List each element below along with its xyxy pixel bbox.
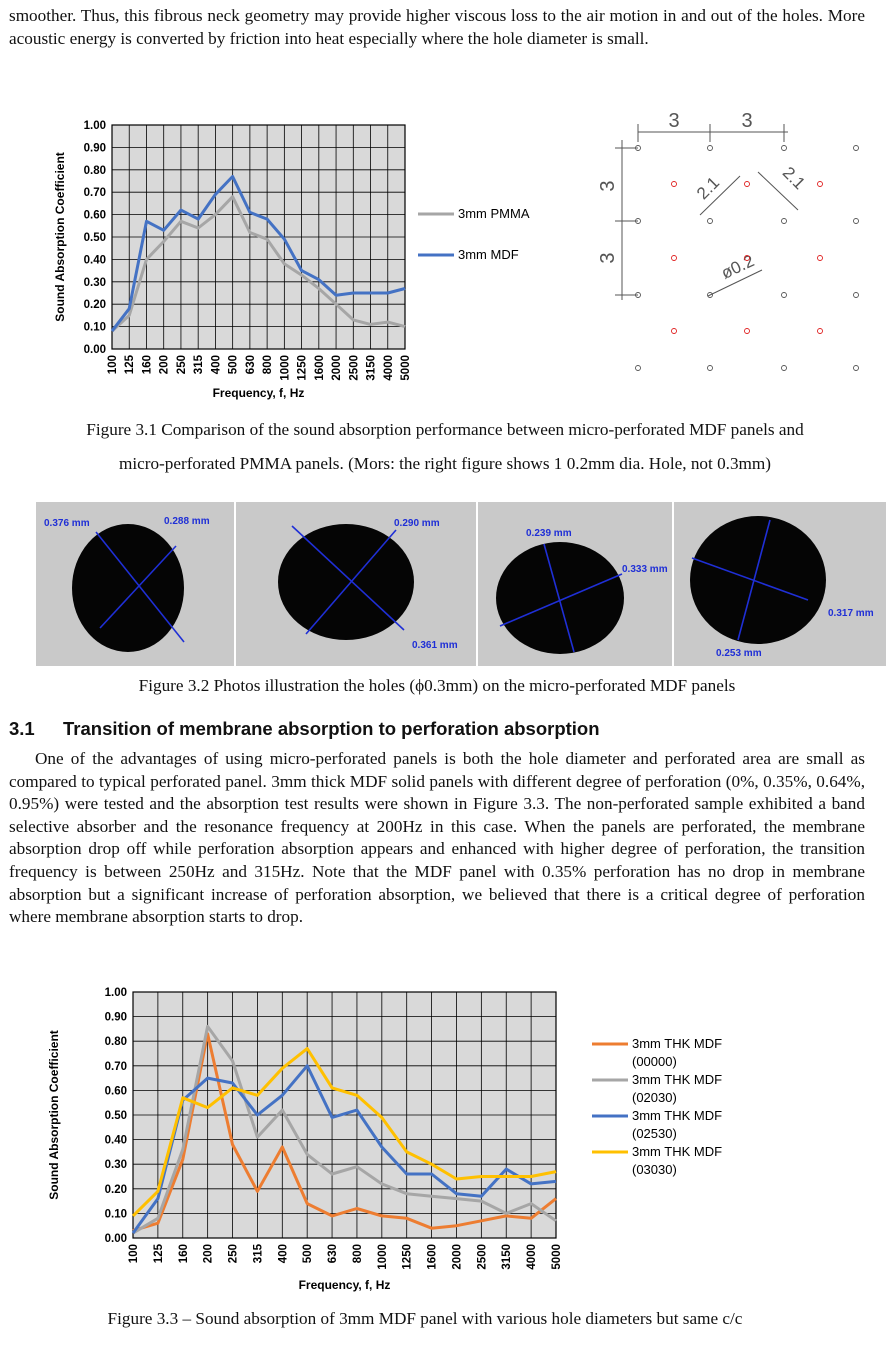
y-tick-label: 0.50 [83, 232, 106, 244]
hole-pattern-diagram [597, 100, 880, 390]
x-tick-label: 2500 [348, 355, 361, 381]
section-title: Transition of membrane absorption to perforation absorption [63, 718, 600, 739]
hole-1-dimension-a: 0.376 mm [44, 518, 90, 529]
hole-marker [708, 366, 713, 371]
y-tick-label: 0.20 [83, 299, 106, 312]
dim-label-diag-1: 2.1 [693, 173, 724, 204]
figure-3-1-caption-line-1: Figure 3.1 Comparison of the sound absorption performance between micro-perforated MDF panels and [86, 420, 804, 439]
y-tick-label: 0.50 [104, 1110, 127, 1122]
x-tick-label: 1250 [296, 355, 309, 381]
hole-3-dimension-b: 0.333 mm [622, 564, 668, 575]
x-tick-label: 400 [210, 355, 223, 375]
x-tick-label: 1000 [279, 355, 292, 381]
hole-marker-offset [745, 182, 750, 187]
chart-perforation-degrees [44, 982, 764, 1296]
y-axis-title: Sound Absorption Coefficient [47, 1030, 61, 1200]
y-tick-label: 0.60 [83, 209, 106, 222]
hole-photo-1 [36, 502, 234, 666]
y-tick-label: 0.90 [104, 1011, 127, 1024]
x-axis-title: Frequency, f, Hz [212, 386, 305, 400]
hole-marker [854, 366, 859, 371]
hole-marker-offset [818, 329, 823, 334]
x-tick-label: 160 [177, 1244, 190, 1264]
hole-marker-offset [745, 329, 750, 334]
y-tick-label: 0.00 [104, 1233, 127, 1245]
hole-marker [854, 293, 859, 298]
x-tick-label: 3150 [365, 355, 378, 381]
x-tick-label: 125 [152, 1244, 165, 1264]
x-tick-label: 315 [193, 355, 206, 375]
section-paragraph: One of the advantages of using micro-perforated panels is both the hole diameter and perforated area are small as compared to typical perforated panel. 3mm thick MDF solid panels with different degree of perforation (0%, 0.35%, 0.64%, 0.95%) were tested and the absorption test results were shown in Figure 3.3. The non-perforated sample exhibited a band selective absorber and the resonance frequency at 200Hz in this case. When the panels are perforated, the membrane absorption drop off while perforation absorption appears and enhanced with higher degree of perforation, the transition frequency is between 250Hz and 315Hz. Note that the MDF panel with 0.35% perforation has no drop in membrane absorption but a significant increase of perforation absorption, we believed that there is a critical degree of perforation where membrane absorption starts to drop. [9, 749, 865, 927]
x-tick-label: 250 [175, 355, 188, 375]
dim-label-top-2: 3 [741, 110, 753, 132]
legend-label: 3mm THK MDF [632, 1144, 723, 1159]
x-tick-label: 2500 [476, 1244, 489, 1270]
y-tick-label: 0.80 [104, 1036, 127, 1049]
hole-2-dimension-a: 0.290 mm [394, 518, 440, 529]
y-tick-label: 0.30 [83, 276, 106, 289]
hole-photo-2 [236, 502, 476, 666]
x-tick-label: 800 [262, 355, 275, 375]
x-tick-label: 1600 [313, 355, 326, 381]
hole-photo-3 [478, 502, 672, 666]
y-tick-label: 0.00 [83, 344, 106, 356]
y-tick-label: 0.70 [104, 1060, 127, 1073]
y-tick-label: 0.70 [83, 187, 106, 200]
x-tick-label: 1600 [426, 1244, 439, 1270]
hole-marker [854, 146, 859, 151]
y-tick-label: 0.80 [83, 164, 106, 177]
dim-label-diag-2: 2.1 [778, 163, 809, 194]
x-tick-label: 1000 [376, 1244, 389, 1270]
x-tick-label: 500 [302, 1244, 315, 1264]
legend-label: 3mm MDF [458, 247, 519, 262]
legend-label: (02530) [632, 1126, 677, 1141]
hole-marker [782, 146, 787, 151]
x-axis-title: Frequency, f, Hz [298, 1278, 391, 1292]
hole-1-dimension-b: 0.288 mm [164, 516, 210, 527]
hole-marker [782, 293, 787, 298]
x-tick-label: 315 [252, 1244, 265, 1264]
x-tick-label: 100 [107, 355, 119, 375]
legend-label: (03030) [632, 1162, 677, 1177]
intro-paragraph: smoother. Thus, this fibrous neck geometry may provide higher viscous loss to the air motion in and out of the holes. More acoustic energy is converted by friction into heat especially where the hole diameter is small. [9, 6, 865, 48]
hole-marker [708, 146, 713, 151]
x-tick-label: 100 [128, 1244, 140, 1264]
x-tick-label: 630 [244, 355, 257, 375]
x-tick-label: 3150 [501, 1244, 514, 1270]
figure-3-2-caption: Figure 3.2 Photos illustration the holes (ϕ0.3mm) on the micro-perforated MDF panels [138, 676, 736, 695]
x-tick-label: 125 [124, 355, 137, 375]
x-tick-label: 4000 [382, 355, 395, 381]
hole-marker-offset [672, 182, 677, 187]
hole-diameter-label: ø0.2 [718, 251, 758, 283]
x-tick-label: 4000 [526, 1244, 539, 1270]
legend-label: 3mm PMMA [458, 206, 530, 221]
y-tick-label: 0.40 [83, 254, 106, 267]
hole-marker [854, 219, 859, 224]
hole-marker-offset [818, 256, 823, 261]
y-tick-label: 0.40 [104, 1134, 127, 1147]
x-tick-label: 1250 [401, 1244, 414, 1270]
legend-label: 3mm THK MDF [632, 1108, 723, 1123]
legend-label: (02030) [632, 1090, 677, 1105]
y-tick-label: 0.30 [104, 1159, 127, 1172]
x-tick-label: 250 [227, 1244, 240, 1264]
dim-label-left-2: 3 [597, 252, 619, 264]
figure-3-1-caption-line-2: micro-perforated PMMA panels. (Mors: the right figure shows 1 0.2mm dia. Hole, not 0.3mm) [118, 454, 772, 473]
chart-pmma-vs-mdf [50, 115, 590, 405]
x-tick-label: 5000 [551, 1244, 563, 1270]
x-tick-label: 2000 [451, 1244, 464, 1270]
y-tick-label: 0.10 [104, 1208, 127, 1221]
section-number: 3.1 [9, 718, 35, 739]
legend-label: (00000) [632, 1054, 677, 1069]
x-tick-label: 200 [158, 355, 171, 375]
y-tick-label: 0.90 [83, 142, 106, 155]
x-tick-label: 5000 [400, 355, 412, 381]
hole-photo-4 [674, 502, 886, 666]
hole-marker [782, 366, 787, 371]
hole-3-dimension-a: 0.239 mm [526, 528, 572, 539]
x-tick-label: 800 [351, 1244, 364, 1264]
legend-label: 3mm THK MDF [632, 1072, 723, 1087]
hole-marker-offset [672, 329, 677, 334]
x-tick-label: 500 [227, 355, 240, 375]
y-tick-label: 0.60 [104, 1085, 127, 1098]
x-tick-label: 2000 [331, 355, 344, 381]
hole-4-dimension-b: 0.253 mm [716, 648, 762, 659]
dim-label-left-1: 3 [597, 180, 619, 192]
hole-marker-offset [818, 182, 823, 187]
x-tick-label: 200 [202, 1244, 215, 1264]
hole-marker-offset [672, 256, 677, 261]
hole-marker [782, 219, 787, 224]
legend-label: 3mm THK MDF [632, 1036, 723, 1051]
hole-marker [708, 219, 713, 224]
y-axis-title: Sound Absorption Coefficient [53, 152, 67, 322]
x-tick-label: 160 [141, 355, 154, 375]
section-heading [9, 718, 600, 740]
x-tick-label: 630 [327, 1244, 340, 1264]
hole-2-dimension-b: 0.361 mm [412, 640, 458, 651]
figure-3-3-caption: Figure 3.3 – Sound absorption of 3mm MDF panel with various hole diameters but same c/c [107, 1309, 743, 1328]
y-tick-label: 1.00 [104, 987, 127, 999]
dim-label-top-1: 3 [668, 110, 680, 132]
y-tick-label: 0.10 [83, 321, 106, 334]
x-tick-label: 400 [277, 1244, 290, 1264]
y-tick-label: 1.00 [83, 120, 106, 132]
hole-4-dimension-a: 0.317 mm [828, 608, 874, 619]
hole-marker [636, 366, 641, 371]
y-tick-label: 0.20 [104, 1183, 127, 1196]
